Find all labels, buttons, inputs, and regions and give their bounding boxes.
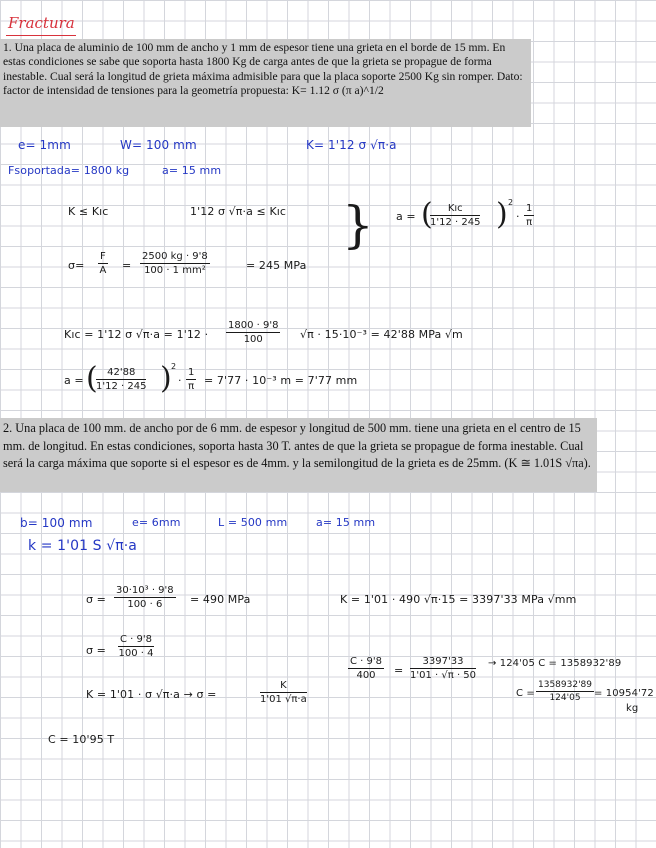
frac-den: 100 · 6 bbox=[127, 599, 163, 610]
sol1-e: e= 1mm bbox=[18, 138, 71, 152]
frac-den: 400 bbox=[356, 670, 376, 681]
sol2-s2-lhs: σ = bbox=[86, 644, 106, 657]
sol2-a: a= 15 mm bbox=[316, 516, 376, 529]
sol1-a-lhs: a = bbox=[396, 210, 416, 223]
frac-num: C · 9'8 bbox=[350, 656, 382, 667]
frac-num: 42'88 bbox=[96, 367, 146, 380]
sol2-arrow-result: → 124'05 C = 1358932'89 bbox=[488, 658, 622, 669]
sol2-k3-frac bbox=[260, 680, 307, 705]
sol1-a: a= 15 mm bbox=[162, 164, 222, 177]
sol2-c-result: = 10954'72 bbox=[594, 688, 654, 699]
frac-den: A bbox=[99, 265, 107, 276]
frac-num: 1 bbox=[188, 367, 195, 378]
sol2-eq-left-frac bbox=[348, 656, 384, 681]
frac-num: F bbox=[100, 251, 106, 262]
frac-num: 30·10³ · 9'8 bbox=[116, 585, 174, 596]
frac-den: 1'12 · 245 bbox=[96, 381, 147, 392]
sol1-a2-frac-pi bbox=[186, 367, 196, 392]
sol2-c-frac bbox=[536, 680, 594, 703]
sol2-c-lhs: C = bbox=[516, 688, 535, 699]
sol1-a-exponent: 2 bbox=[508, 198, 514, 207]
frac-den: 100 · 1 mm² bbox=[144, 265, 206, 276]
sol2-s1-result: = 490 MPa bbox=[190, 593, 251, 606]
paren-open: ( bbox=[86, 361, 98, 396]
sol1-k: K= 1'12 σ √π·a bbox=[306, 138, 397, 152]
sol1-a2-frac bbox=[96, 367, 146, 392]
sol1-w: W= 100 mm bbox=[120, 138, 197, 152]
page-title: Fractura bbox=[8, 14, 75, 32]
sol1-sigma-eq: = bbox=[122, 259, 132, 272]
sol1-sigma-frac-values bbox=[140, 251, 210, 276]
sol2-k3-lhs: K = 1'01 · σ √π·a → σ = bbox=[86, 688, 217, 701]
frac-num: K bbox=[260, 680, 307, 693]
sol2-e: e= 6mm bbox=[132, 516, 181, 529]
sol1-brace: } bbox=[342, 196, 374, 254]
sol2-eq-right-frac bbox=[410, 656, 476, 681]
sol2-b: b= 100 mm bbox=[20, 516, 93, 530]
sol1-a2-result: = 7'77 · 10⁻³ m = 7'77 mm bbox=[204, 374, 358, 387]
frac-num: 2500 kg · 9'8 bbox=[142, 251, 208, 262]
frac-num: 1 bbox=[526, 203, 533, 214]
sol1-sigma-frac-fa bbox=[98, 251, 108, 276]
frac-den: 100 · 4 bbox=[118, 648, 154, 659]
sol1-a2-times: · bbox=[178, 374, 182, 387]
title-underline bbox=[6, 35, 76, 36]
sol2-eq-sign: = bbox=[394, 664, 404, 677]
sol2-k-formula: k = 1'01 S √π·a bbox=[28, 538, 137, 554]
frac-den: 1'01 · √π · 50 bbox=[410, 670, 477, 681]
sol1-kic-frac bbox=[226, 320, 280, 345]
sol1-condition-expanded: 1'12 σ √π·a ≤ Kıc bbox=[190, 205, 287, 218]
problem-1-statement: 1. Una placa de aluminio de 100 mm de ancho y 1 mm de espesor tiene una grieta en el borde de 15 mm. En estas condiciones se sabe que soporta hasta 1800 Kg de carga antes de que la grieta se propague de forma inestable. Cual será la longitud de grieta máxima admisible para que la placa soporte 2500 Kg sin romper. Dato: factor de intensidad de tensiones para la geometría propuesta: K= 1.12 σ (π a)^1/2 bbox=[0, 39, 531, 127]
sol2-s1-lhs: σ = bbox=[86, 593, 106, 606]
frac-den: π bbox=[188, 381, 195, 392]
sol2-k-value: K = 1'01 · 490 √π·15 = 3397'33 MPa √mm bbox=[340, 593, 577, 606]
frac-num: 1358932'89 bbox=[538, 680, 593, 690]
sol1-sigma-result: = 245 MPa bbox=[246, 259, 307, 272]
paren-close: ) bbox=[160, 361, 172, 396]
sol2-l: L = 500 mm bbox=[218, 516, 288, 529]
sol1-a-frac bbox=[430, 203, 480, 228]
sol1-kic-rhs: √π · 15·10⁻³ = 42'88 MPa √m bbox=[300, 328, 463, 341]
frac-num: C · 9'8 bbox=[120, 634, 152, 645]
sol2-final-result: C = 10'95 T bbox=[48, 733, 115, 746]
paren-close: ) bbox=[496, 197, 508, 232]
frac-den: 100 bbox=[243, 334, 263, 345]
sol2-c-unit: kg bbox=[626, 703, 639, 714]
frac-den: 124'05 bbox=[549, 693, 581, 703]
sol1-condition: K ≤ Kıc bbox=[68, 205, 109, 218]
sol2-s1-frac bbox=[114, 585, 176, 610]
sol1-a-times: · bbox=[516, 210, 520, 223]
frac-num: 1800 · 9'8 bbox=[228, 320, 279, 331]
frac-den: 1'01 √π·a bbox=[260, 694, 307, 705]
paren-open: ( bbox=[421, 197, 433, 232]
frac-den: 1'12 · 245 bbox=[430, 217, 481, 228]
frac-den: π bbox=[526, 217, 533, 228]
sol1-a2-exponent: 2 bbox=[171, 362, 177, 371]
frac-num: 3397'33 bbox=[410, 656, 476, 669]
frac-num: Kıc bbox=[430, 203, 480, 216]
sol1-kic-lhs: Kıc = 1'12 σ √π·a = 1'12 · bbox=[64, 328, 209, 341]
problem-2-statement: 2. Una placa de 100 mm. de ancho por de 6 mm. de espesor y longitud de 500 mm. tiene una grieta en el centro de 15 mm. de longitud. En estas condiciones, soporta hasta 30 T. antes de que la grieta se propague de forma inestable. Cual será la carga máxima que soporte si el espesor es de 4mm. y la semilongitud de la grieta es de 25mm. (K ≅ 1.01S √πa). bbox=[0, 418, 597, 492]
sol1-sigma-lhs: σ= bbox=[68, 259, 85, 272]
sol1-a-frac-pi bbox=[524, 203, 534, 228]
sol1-a2-lhs: a = bbox=[64, 374, 84, 387]
sol2-s2-frac bbox=[118, 634, 154, 659]
sol1-force: Fsoportada= 1800 kg bbox=[8, 164, 130, 177]
